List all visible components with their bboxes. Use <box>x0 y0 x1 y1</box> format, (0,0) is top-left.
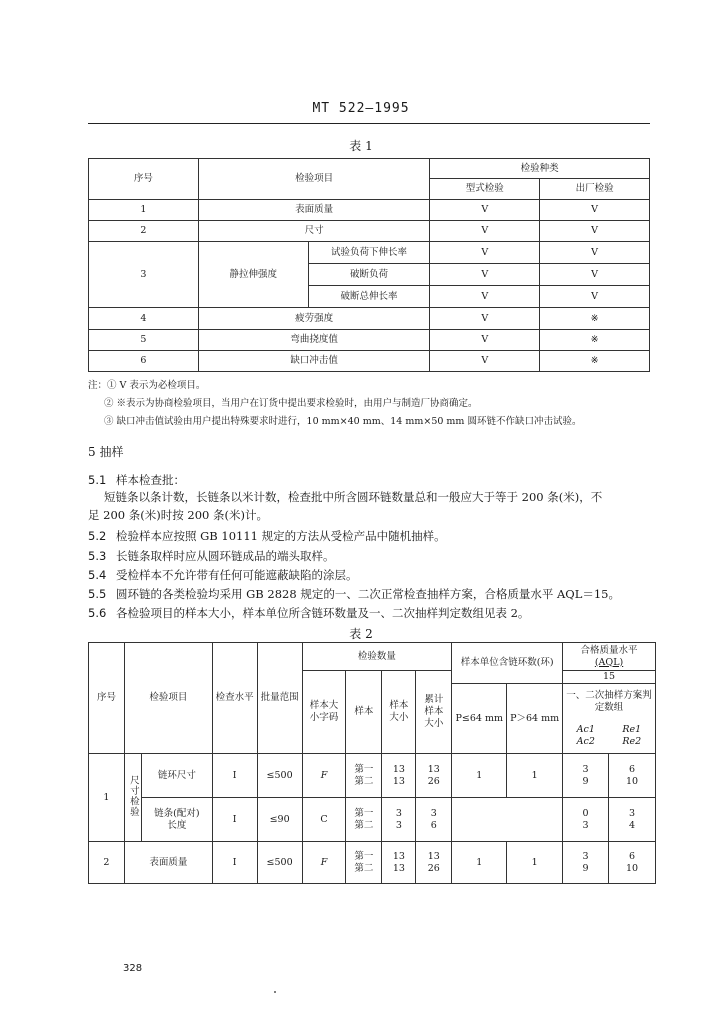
t2-cell-ac <box>563 798 609 842</box>
t2-cum-2: 6 <box>430 819 437 831</box>
t1-cell-factory: V <box>540 286 650 308</box>
t2-cell-no: 1 <box>89 754 125 842</box>
t1-cell-type: V <box>430 242 540 264</box>
t2-re-2: 4 <box>628 819 636 831</box>
clause-5-6 <box>88 604 529 623</box>
t1-cell-subitem: 破断负荷 <box>308 264 430 286</box>
t2-cell-level: I <box>212 798 257 842</box>
t2-head-size: 样本大小 <box>382 671 416 754</box>
t2-cell-links <box>452 798 563 842</box>
table1-note-3: ③ 缺口冲击值试验由用户提出特殊要求时进行，10 mm×40 mm、14 mm×50 mm 圆环链不作缺口冲击试验。 <box>104 416 582 427</box>
t2-sample-2: 第二 <box>354 819 374 831</box>
t2-cell-batch: ≤500 <box>257 754 302 798</box>
t2-size-2: 13 <box>392 775 405 787</box>
t2-cum-2: 26 <box>427 862 440 874</box>
header-rule <box>88 123 650 124</box>
t2-cum-1: 13 <box>427 850 440 862</box>
clause-text: 受检样本不允许带有任何可能遮蔽缺陷的涂层。 <box>115 568 358 582</box>
section-5-title: 5 抽样 <box>88 445 124 459</box>
t2-cell-size <box>382 754 416 798</box>
t1-head-no: 序号 <box>89 159 199 200</box>
t2-cell-links-p2: 1 <box>507 754 563 798</box>
t1-cell-subitem: 破断总伸长率 <box>308 286 430 308</box>
table1-caption: 表 1 <box>349 139 373 153</box>
t1-cell-factory: ※ <box>540 308 650 330</box>
t2-head-qty: 检验数量 <box>302 643 452 671</box>
t2-ac-1: 3 <box>582 850 589 862</box>
t2-cell-size <box>382 798 416 842</box>
t2-size-1: 13 <box>392 850 405 862</box>
t1-row <box>89 242 650 264</box>
t2-cell-re <box>608 798 655 842</box>
t1-head-kind: 检验种类 <box>430 159 650 179</box>
t2-cell-ac <box>563 842 609 884</box>
t1-cell-item: 尺寸 <box>198 221 430 242</box>
t2-size-1: 13 <box>392 763 405 775</box>
t2-head-ac <box>563 720 609 754</box>
t2-size-1: 3 <box>395 807 402 819</box>
t2-ac-2: 9 <box>582 862 589 874</box>
t1-cell-subitem: 试验负荷下伸长率 <box>308 242 430 264</box>
t2-cell-item: 表面质量 <box>124 842 212 884</box>
clause-label: 5.1 <box>88 473 107 487</box>
t1-cell-type: V <box>430 308 540 330</box>
t2-ac-2: 9 <box>582 775 589 787</box>
t1-cell-type: V <box>430 264 540 286</box>
table1-note-2: ② ※表示为协商检验项目，当用户在订货中提出要求检验时，由用户与制造厂协商确定。 <box>104 398 478 409</box>
t2-cell-links-p1: 1 <box>452 754 507 798</box>
clause-5-5 <box>88 585 620 604</box>
t2-size-2: 13 <box>392 862 405 874</box>
t1-row <box>89 200 650 221</box>
table2 <box>88 642 656 884</box>
t2-cell-links-p2: 1 <box>507 842 563 884</box>
clause-label: 5.2 <box>88 529 107 543</box>
t1-cell-no: 5 <box>89 330 199 351</box>
t2-re-1: 6 <box>628 850 636 862</box>
t1-row <box>89 308 650 330</box>
t2-head-cum: 累计样本大小 <box>416 671 452 754</box>
t2-cell-item: 链环尺寸 <box>141 754 212 798</box>
t2-re-1: 3 <box>628 807 636 819</box>
t2-cell-code: F <box>302 754 346 798</box>
t2-re-2: 10 <box>625 775 639 787</box>
t2-head-item: 检验项目 <box>124 643 212 754</box>
t2-cum-1: 13 <box>427 763 440 775</box>
t2-group-name: 尺寸检验 <box>127 774 139 817</box>
t2-ac-1: 0 <box>582 807 589 819</box>
t1-cell-factory: V <box>540 221 650 242</box>
t2-head-sample: 样本 <box>346 671 382 754</box>
table1-note-1: 注：① V 表示为必检项目。 <box>88 380 206 391</box>
t2-size-2: 3 <box>395 819 402 831</box>
t2-head-aql <box>563 643 656 671</box>
t1-cell-item: 静拉伸强度 <box>198 242 308 308</box>
t2-cell-size <box>382 842 416 884</box>
clause-5-1-body-line-2: 足 200 条(米)时按 200 条(米)计。 <box>88 508 268 522</box>
t2-head-re1: Re1 <box>622 724 642 736</box>
t2-cell-links-p1: 1 <box>452 842 507 884</box>
t1-cell-no: 1 <box>89 200 199 221</box>
clause-label: 5.3 <box>88 549 107 563</box>
t2-head-no: 序号 <box>89 643 125 754</box>
t2-ac-2: 3 <box>582 819 589 831</box>
t1-cell-type: V <box>430 286 540 308</box>
t2-re-1: 6 <box>628 763 636 775</box>
t2-aql-value: 15 <box>563 671 656 684</box>
t1-cell-factory: ※ <box>540 351 650 372</box>
clause-5-4 <box>88 566 357 585</box>
t2-cell-sample <box>346 842 382 884</box>
t1-cell-factory: V <box>540 242 650 264</box>
t2-cum-2: 26 <box>427 775 440 787</box>
t2-cell-cum <box>416 842 452 884</box>
t1-row <box>89 221 650 242</box>
t2-cell-sample <box>346 754 382 798</box>
t2-head-code: 样本大小字码 <box>302 671 346 754</box>
t1-cell-type: V <box>430 330 540 351</box>
table1 <box>88 158 650 372</box>
t2-cell-re <box>608 842 655 884</box>
t1-cell-no: 2 <box>89 221 199 242</box>
t2-sample-2: 第二 <box>354 862 374 874</box>
t1-head-item: 检验项目 <box>198 159 430 200</box>
table-row <box>89 798 656 842</box>
t2-cell-sample <box>346 798 382 842</box>
t2-cell-batch: ≤90 <box>257 798 302 842</box>
t2-sample-1: 第一 <box>354 807 374 819</box>
clause-label: 5.4 <box>88 568 107 582</box>
table-row <box>89 842 656 884</box>
t2-cell-code: F <box>302 842 346 884</box>
t2-cell-cum <box>416 798 452 842</box>
t2-cell-ac <box>563 754 609 798</box>
t2-aql-title: 合格质量水平 <box>580 644 638 656</box>
t2-head-p2: P＞64 mm <box>507 684 563 754</box>
t2-head-ac2: Ac2 <box>576 736 595 748</box>
t1-cell-no: 3 <box>89 242 199 308</box>
t2-head-re2: Re2 <box>622 736 642 748</box>
t1-cell-factory: ※ <box>540 330 650 351</box>
t2-cell-batch: ≤500 <box>257 842 302 884</box>
clause-text: 长链条取样时应从圆环链成品的端头取样。 <box>115 549 335 563</box>
t2-head-links: 样本单位含链环数(环) <box>452 643 563 684</box>
clause-text: 各检验项目的样本大小，样本单位所含链环数量及一、二次抽样判定数组见表 2。 <box>115 606 530 620</box>
t1-cell-no: 6 <box>89 351 199 372</box>
table-row <box>89 754 656 798</box>
page-number: 328 <box>123 963 143 974</box>
standard-number: MT 522—1995 <box>312 101 410 116</box>
t1-cell-no: 4 <box>89 308 199 330</box>
clause-text: 圆环链的各类检验均采用 GB 2828 规定的一、二次正常检查抽样方案，合格质量水平 AQL＝15。 <box>115 587 620 601</box>
t2-cell-cum <box>416 754 452 798</box>
t1-row <box>89 330 650 351</box>
t1-head-factory: 出厂检验 <box>540 179 650 200</box>
t2-cum-1: 3 <box>430 807 437 819</box>
t1-cell-type: V <box>430 221 540 242</box>
t1-row <box>89 351 650 372</box>
t2-sample-1: 第一 <box>354 850 374 862</box>
t2-head-ac1: Ac1 <box>576 724 595 736</box>
t1-cell-item: 弯曲挠度值 <box>198 330 430 351</box>
t2-cell-re <box>608 754 655 798</box>
t2-cell-group <box>124 754 141 842</box>
t2-head-re <box>608 720 655 754</box>
clause-title: 样本检查批： <box>115 473 185 487</box>
t2-sample-2: 第二 <box>354 775 374 787</box>
t2-aql-label: (AQL) <box>594 656 624 668</box>
t1-head-type: 型式检验 <box>430 179 540 200</box>
t1-cell-type: V <box>430 351 540 372</box>
t2-head-batch: 批量范围 <box>257 643 302 754</box>
clause-text: 检验样本应按照 GB 10111 规定的方法从受检产品中随机抽样。 <box>115 529 446 543</box>
t1-cell-factory: V <box>540 264 650 286</box>
t2-cell-level: I <box>212 842 257 884</box>
clause-label: 5.6 <box>88 606 107 620</box>
t2-ac-1: 3 <box>582 763 589 775</box>
t2-head-p1: P≤64 mm <box>452 684 507 754</box>
clause-5-1-body-line-1: 短链条以条计数，长链条以米计数，检查批中所含圆环链数量总和一般应大于等于 200 条(米)，不 <box>104 490 603 504</box>
t2-sample-1: 第一 <box>354 763 374 775</box>
t1-cell-item: 疲劳强度 <box>198 308 430 330</box>
clause-5-3 <box>88 547 334 566</box>
t2-re-2: 10 <box>625 862 639 874</box>
t1-cell-factory: V <box>540 200 650 221</box>
t2-cell-code: C <box>302 798 346 842</box>
t2-cell-level: I <box>212 754 257 798</box>
table2-caption: 表 2 <box>349 627 373 641</box>
t1-cell-item: 缺口冲击值 <box>198 351 430 372</box>
clause-5-2 <box>88 527 446 546</box>
scan-speck <box>274 991 276 993</box>
t2-cell-item: 链条(配对)长度 <box>141 798 212 842</box>
t2-cell-no: 2 <box>89 842 125 884</box>
t1-cell-type: V <box>430 200 540 221</box>
t2-head-plan: 一、二次抽样方案判定数组 <box>563 684 656 720</box>
t1-cell-item: 表面质量 <box>198 200 430 221</box>
t2-head-level: 检查水平 <box>212 643 257 754</box>
clause-label: 5.5 <box>88 587 107 601</box>
